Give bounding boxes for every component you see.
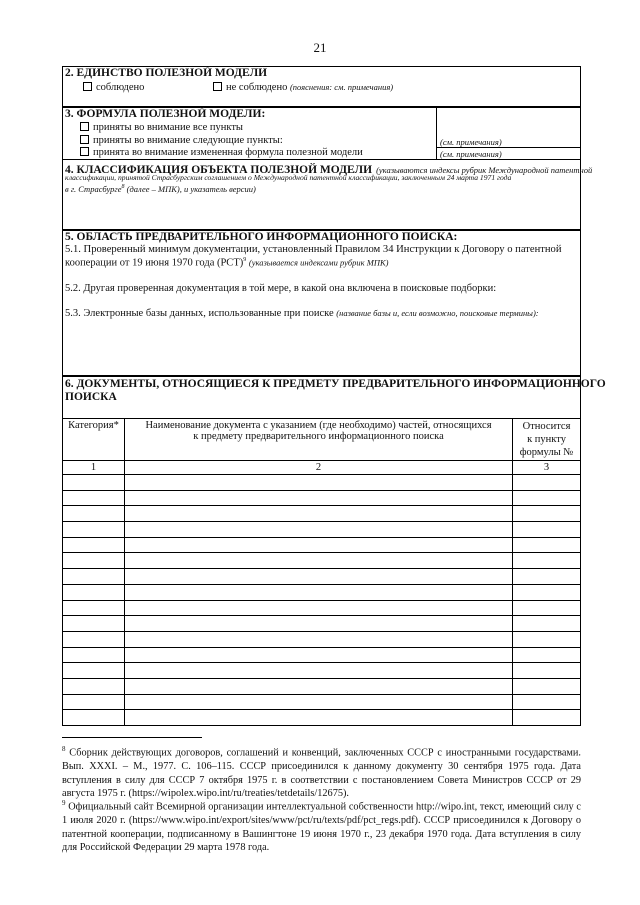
section-4-note-c: в г. Страсбурге$^8$ (далее – МПК), и указатель версии)	[65, 184, 256, 194]
checkbox-observed[interactable]	[83, 82, 92, 91]
table-row	[63, 537, 581, 553]
section-2-option-not-observed[interactable]: не соблюдено (пояснения: см. примечания)	[213, 82, 393, 93]
table-row	[63, 616, 581, 632]
col-claim-header: Относится к пункту формулы №	[513, 419, 581, 461]
table-row	[63, 584, 581, 600]
table-row	[63, 522, 581, 538]
section-5-title: 5. ОБЛАСТЬ ПРЕДВАРИТЕЛЬНОГО ИНФОРМАЦИОННОГО ПОИСКА:	[65, 231, 458, 243]
documents-table	[62, 418, 581, 726]
table-row	[63, 475, 581, 491]
page-number: 21	[313, 40, 327, 55]
section-3-note-2: (см. примечания)	[440, 149, 502, 159]
section-4-note-b: классификации, принятой Страсбургским соглашением о Международной патентной классификации, заключенным 24 марта 1971 года	[65, 173, 512, 182]
documents-table-numbering	[63, 461, 581, 475]
col-category-header: Категория*	[63, 419, 125, 461]
section-3-note-1: (см. примечания)	[440, 137, 502, 147]
table-row	[63, 631, 581, 647]
section-5-1-line-a: 5.1. Проверенный минимум документации, установленный Правилом 34 Инструкции к Договору о патентной	[65, 244, 562, 255]
footnote-ref-9[interactable]: 9	[243, 257, 247, 263]
table-row	[63, 663, 581, 679]
section-3-option-all[interactable]: приняты во внимание все пункты	[80, 122, 243, 133]
footnote-9: $^9$ Официальный сайт Всемирной организации интеллектуальной собственности http://wipo.int, текст, имеющий силу с 1 июля 2020 г. (https://www.wipo.int/export/sites/www/pct/ru/texts/pdf/pct_regs.pdf). СССР присоединился к Договору о патентной кооперации, подписанному в Вашингтоне 19 июня 1970 г., 23 декабря 1970 года. Дата вступления в силу для Российской Федерации 29 марта 1978 года.	[62, 799, 581, 854]
section-3-divider-row2	[436, 147, 581, 148]
documents-table-header	[63, 419, 581, 461]
section-6-title-b: ПОИСКА	[65, 391, 117, 403]
section-4-note-a: (указываются индексы рубрик Международной патентной	[376, 165, 593, 175]
section-2-title: 2. ЕДИНСТВО ПОЛЕЗНОЙ МОДЕЛИ	[65, 67, 268, 79]
footnote-separator	[62, 737, 202, 738]
col-document-header: Наименование документа с указанием (где необходимо) частей, относящихся к предмету предварительного информационного поиска	[124, 419, 512, 461]
footnote-ref-8[interactable]: 8	[121, 184, 125, 191]
section-5-2: 5.2. Другая проверенная документация в той мере, в какой она включена в поисковые подборки:	[65, 283, 497, 294]
table-row	[63, 600, 581, 616]
col-number-3: 3	[513, 461, 581, 475]
section-2-note: (пояснения: см. примечания)	[289, 82, 394, 92]
checkbox-not-observed[interactable]	[213, 82, 222, 91]
table-row	[63, 569, 581, 585]
footnote-8: $^8$ Сборник действующих договоров, соглашений и конвенций, заключенных СССР с иностранными государствами. Вып. XXXI. – М., 1977. С. 106–115. СССР присоединился к данному документу 30 сентября 1975 года. Дата вступления в силу для СССР 7 октября 1975 г. в соответствии с постановлением Совета Министров СССР от 29 августа 1975 г. (https://wipolex.wipo.int/ru/treaties/tetdetails/12675).	[62, 745, 582, 800]
table-row	[63, 506, 581, 522]
table-row	[63, 678, 581, 694]
section-4-title: 4. КЛАССИФИКАЦИЯ ОБЪЕКТА ПОЛЕЗНОЙ МОДЕЛИ	[65, 164, 373, 176]
checkbox-amended-formula[interactable]	[80, 147, 89, 156]
section-3-title: 3. ФОРМУЛА ПОЛЕЗНОЙ МОДЕЛИ:	[65, 108, 266, 120]
col-number-2: 2	[124, 461, 512, 475]
table-row	[63, 647, 581, 663]
section-5-3: 5.3. Электронные базы данных, использованные при поиске (название базы и, если возможно, поисковые термины):	[65, 308, 539, 319]
section-3-divider	[436, 107, 437, 160]
checkbox-following-claims[interactable]	[80, 135, 89, 144]
col-number-1: 1	[63, 461, 125, 475]
section-6-title-a: 6. ДОКУМЕНТЫ, ОТНОСЯЩИЕСЯ К ПРЕДМЕТУ ПРЕДВАРИТЕЛЬНОГО ИНФОРМАЦИОННОГО	[65, 378, 606, 390]
checkbox-all-claims[interactable]	[80, 122, 89, 131]
table-row	[63, 490, 581, 506]
table-row	[63, 694, 581, 710]
section-3-option-amended[interactable]: принята во внимание измененная формула полезной модели	[80, 147, 363, 158]
table-row	[63, 553, 581, 569]
section-3-option-following[interactable]: приняты во внимание следующие пункты:	[80, 135, 283, 146]
section-5-1-line-b: кооперации от 19 июня 1970 года (PCT)$^9$ (указывается индексами рубрик МПК)	[65, 257, 389, 269]
table-row	[63, 710, 581, 726]
section-2-option-observed[interactable]: соблюдено	[83, 82, 144, 93]
